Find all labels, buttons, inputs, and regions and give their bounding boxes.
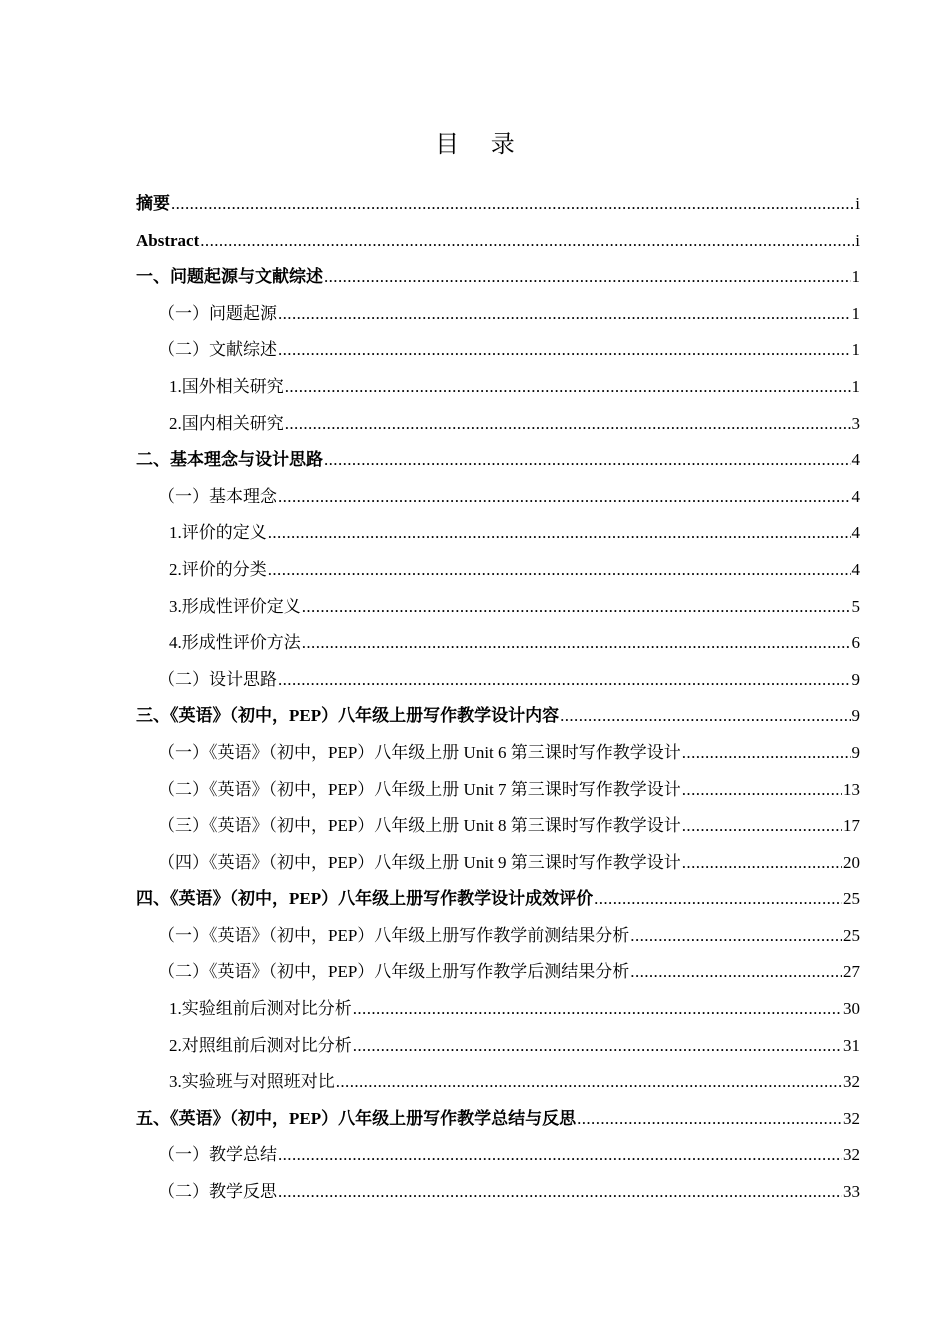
toc-entry-page: 27 [843, 962, 860, 982]
page-title: 目 录 [435, 130, 527, 158]
dot-leader [336, 1064, 842, 1101]
toc-entry-page: i [855, 230, 860, 250]
toc-entry-page: 6 [851, 633, 860, 653]
dot-leader [682, 845, 842, 882]
toc-entry-title: （一）基本理念 [158, 486, 277, 506]
toc-entry-title: （二）设计思路 [158, 669, 277, 689]
dot-leader [682, 735, 851, 772]
toc-entry-title: （四）《英语》（初中，PEP）八年级上册 Unit 9 第三课时写作教学设计 [158, 852, 681, 872]
toc-entry-title: 1.国外相关研究 [169, 376, 284, 396]
toc-entry-page: 13 [843, 779, 860, 799]
toc-entry-page: 4 [851, 523, 860, 543]
toc-entry-page: 32 [843, 1072, 860, 1092]
toc-entry-page: 4 [851, 486, 860, 506]
toc-entry-page: 25 [843, 889, 860, 909]
toc-entry[interactable] [136, 1137, 860, 1174]
toc-entry-title: （一）《英语》（初中，PEP）八年级上册 Unit 6 第三课时写作教学设计 [158, 742, 681, 762]
dot-leader [285, 406, 851, 443]
dot-leader [577, 1101, 842, 1138]
toc-entry[interactable] [136, 881, 860, 918]
toc-entry-page: i [855, 194, 860, 213]
toc-entry-title: （三）《英语》（初中，PEP）八年级上册 Unit 8 第三课时写作教学设计 [158, 816, 681, 836]
toc-entry-title: （一）《英语》（初中，PEP）八年级上册写作教学前测结果分析 [158, 925, 630, 945]
toc-entry[interactable] [136, 589, 860, 626]
toc-entry-page: 20 [843, 852, 860, 872]
toc-entry[interactable] [136, 808, 860, 845]
toc-entry-page: 9 [851, 742, 860, 762]
dot-leader [682, 772, 842, 809]
dot-leader [200, 223, 854, 260]
toc-entry[interactable] [136, 296, 860, 333]
toc-entry[interactable] [136, 186, 860, 223]
toc-entry-title: 3.形成性评价定义 [169, 596, 301, 616]
dot-leader [278, 296, 851, 333]
toc-entry[interactable] [136, 1174, 860, 1211]
toc-entry-title: （二）文献综述 [158, 340, 277, 360]
dot-leader [278, 662, 851, 699]
table-of-contents [136, 186, 860, 1211]
dot-leader [268, 552, 851, 589]
toc-entry-page: 9 [851, 669, 860, 689]
toc-entry[interactable] [136, 954, 860, 991]
toc-entry-page: 32 [843, 1145, 860, 1165]
toc-entry-title: （二）教学反思 [158, 1182, 277, 1202]
toc-entry[interactable] [136, 735, 860, 772]
toc-entry[interactable] [136, 662, 860, 699]
toc-entry[interactable] [136, 918, 860, 955]
dot-leader [278, 332, 851, 369]
toc-entry-title: 五、《英语》（初中，PEP）八年级上册写作教学总结与反思 [136, 1108, 577, 1128]
dot-leader [630, 918, 842, 955]
toc-entry-page: 30 [843, 999, 860, 1019]
toc-entry-title: 三、《英语》（初中，PEP）八年级上册写作教学设计内容 [136, 706, 560, 726]
toc-entry[interactable] [136, 406, 860, 443]
toc-entry[interactable] [136, 625, 860, 662]
dot-leader [285, 369, 851, 406]
toc-entry-title: （二）《英语》（初中，PEP）八年级上册 Unit 7 第三课时写作教学设计 [158, 779, 681, 799]
toc-entry-title: （二）《英语》（初中，PEP）八年级上册写作教学后测结果分析 [158, 962, 630, 982]
toc-entry-page: 5 [851, 596, 860, 616]
toc-entry-title: 1.实验组前后测对比分析 [169, 999, 352, 1019]
toc-entry-page: 4 [851, 450, 860, 470]
dot-leader [171, 186, 854, 223]
toc-entry[interactable] [136, 991, 860, 1028]
toc-entry[interactable] [136, 552, 860, 589]
dot-leader [594, 881, 842, 918]
toc-entry[interactable] [136, 223, 860, 260]
dot-leader [324, 259, 851, 296]
toc-entry-title: 2.对照组前后测对比分析 [169, 1035, 352, 1055]
toc-entry-title: 3.实验班与对照班对比 [169, 1072, 335, 1092]
toc-entry-page: 4 [851, 559, 860, 579]
toc-entry[interactable] [136, 1028, 860, 1065]
dot-leader [560, 698, 850, 735]
toc-entry-page: 1 [851, 376, 860, 396]
toc-entry-page: 9 [851, 706, 860, 726]
dot-leader [353, 1028, 842, 1065]
toc-entry[interactable] [136, 515, 860, 552]
toc-entry-page: 33 [843, 1182, 860, 1202]
dot-leader [278, 479, 851, 516]
toc-entry-page: 1 [851, 267, 860, 287]
toc-entry-title: （一）教学总结 [158, 1145, 277, 1165]
toc-entry[interactable] [136, 332, 860, 369]
toc-entry-title: 2.国内相关研究 [169, 413, 284, 433]
toc-entry-title: 2.评价的分类 [169, 559, 267, 579]
toc-entry[interactable] [136, 772, 860, 809]
toc-entry[interactable] [136, 442, 860, 479]
toc-entry-title: 1.评价的定义 [169, 523, 267, 543]
toc-entry-title: （一）问题起源 [158, 303, 277, 323]
toc-entry[interactable] [136, 698, 860, 735]
toc-entry[interactable] [136, 369, 860, 406]
toc-entry-title: 摘要 [136, 194, 170, 213]
toc-entry[interactable] [136, 1064, 860, 1101]
dot-leader [278, 1137, 842, 1174]
dot-leader [630, 954, 842, 991]
toc-entry[interactable] [136, 479, 860, 516]
toc-entry-title: 4.形成性评价方法 [169, 633, 301, 653]
toc-entry-title: 一、问题起源与文献综述 [136, 267, 323, 287]
toc-entry-title: 二、基本理念与设计思路 [136, 450, 323, 470]
toc-entry-title: Abstract [136, 230, 200, 250]
toc-entry-page: 25 [843, 925, 860, 945]
toc-entry[interactable] [136, 845, 860, 882]
toc-entry-page: 32 [843, 1108, 860, 1128]
toc-entry[interactable] [136, 259, 860, 296]
toc-entry-page: 1 [851, 340, 860, 360]
dot-leader [278, 1174, 842, 1211]
toc-entry-page: 1 [851, 303, 860, 323]
dot-leader [302, 625, 851, 662]
toc-entry-page: 17 [843, 816, 860, 836]
dot-leader [324, 442, 851, 479]
dot-leader [353, 991, 842, 1028]
dot-leader [268, 515, 851, 552]
dot-leader [682, 808, 842, 845]
toc-entry[interactable] [136, 1101, 860, 1138]
toc-entry-page: 3 [851, 413, 860, 433]
dot-leader [302, 589, 851, 626]
toc-entry-title: 四、《英语》（初中，PEP）八年级上册写作教学设计成效评价 [136, 889, 594, 909]
toc-entry-page: 31 [843, 1035, 860, 1055]
